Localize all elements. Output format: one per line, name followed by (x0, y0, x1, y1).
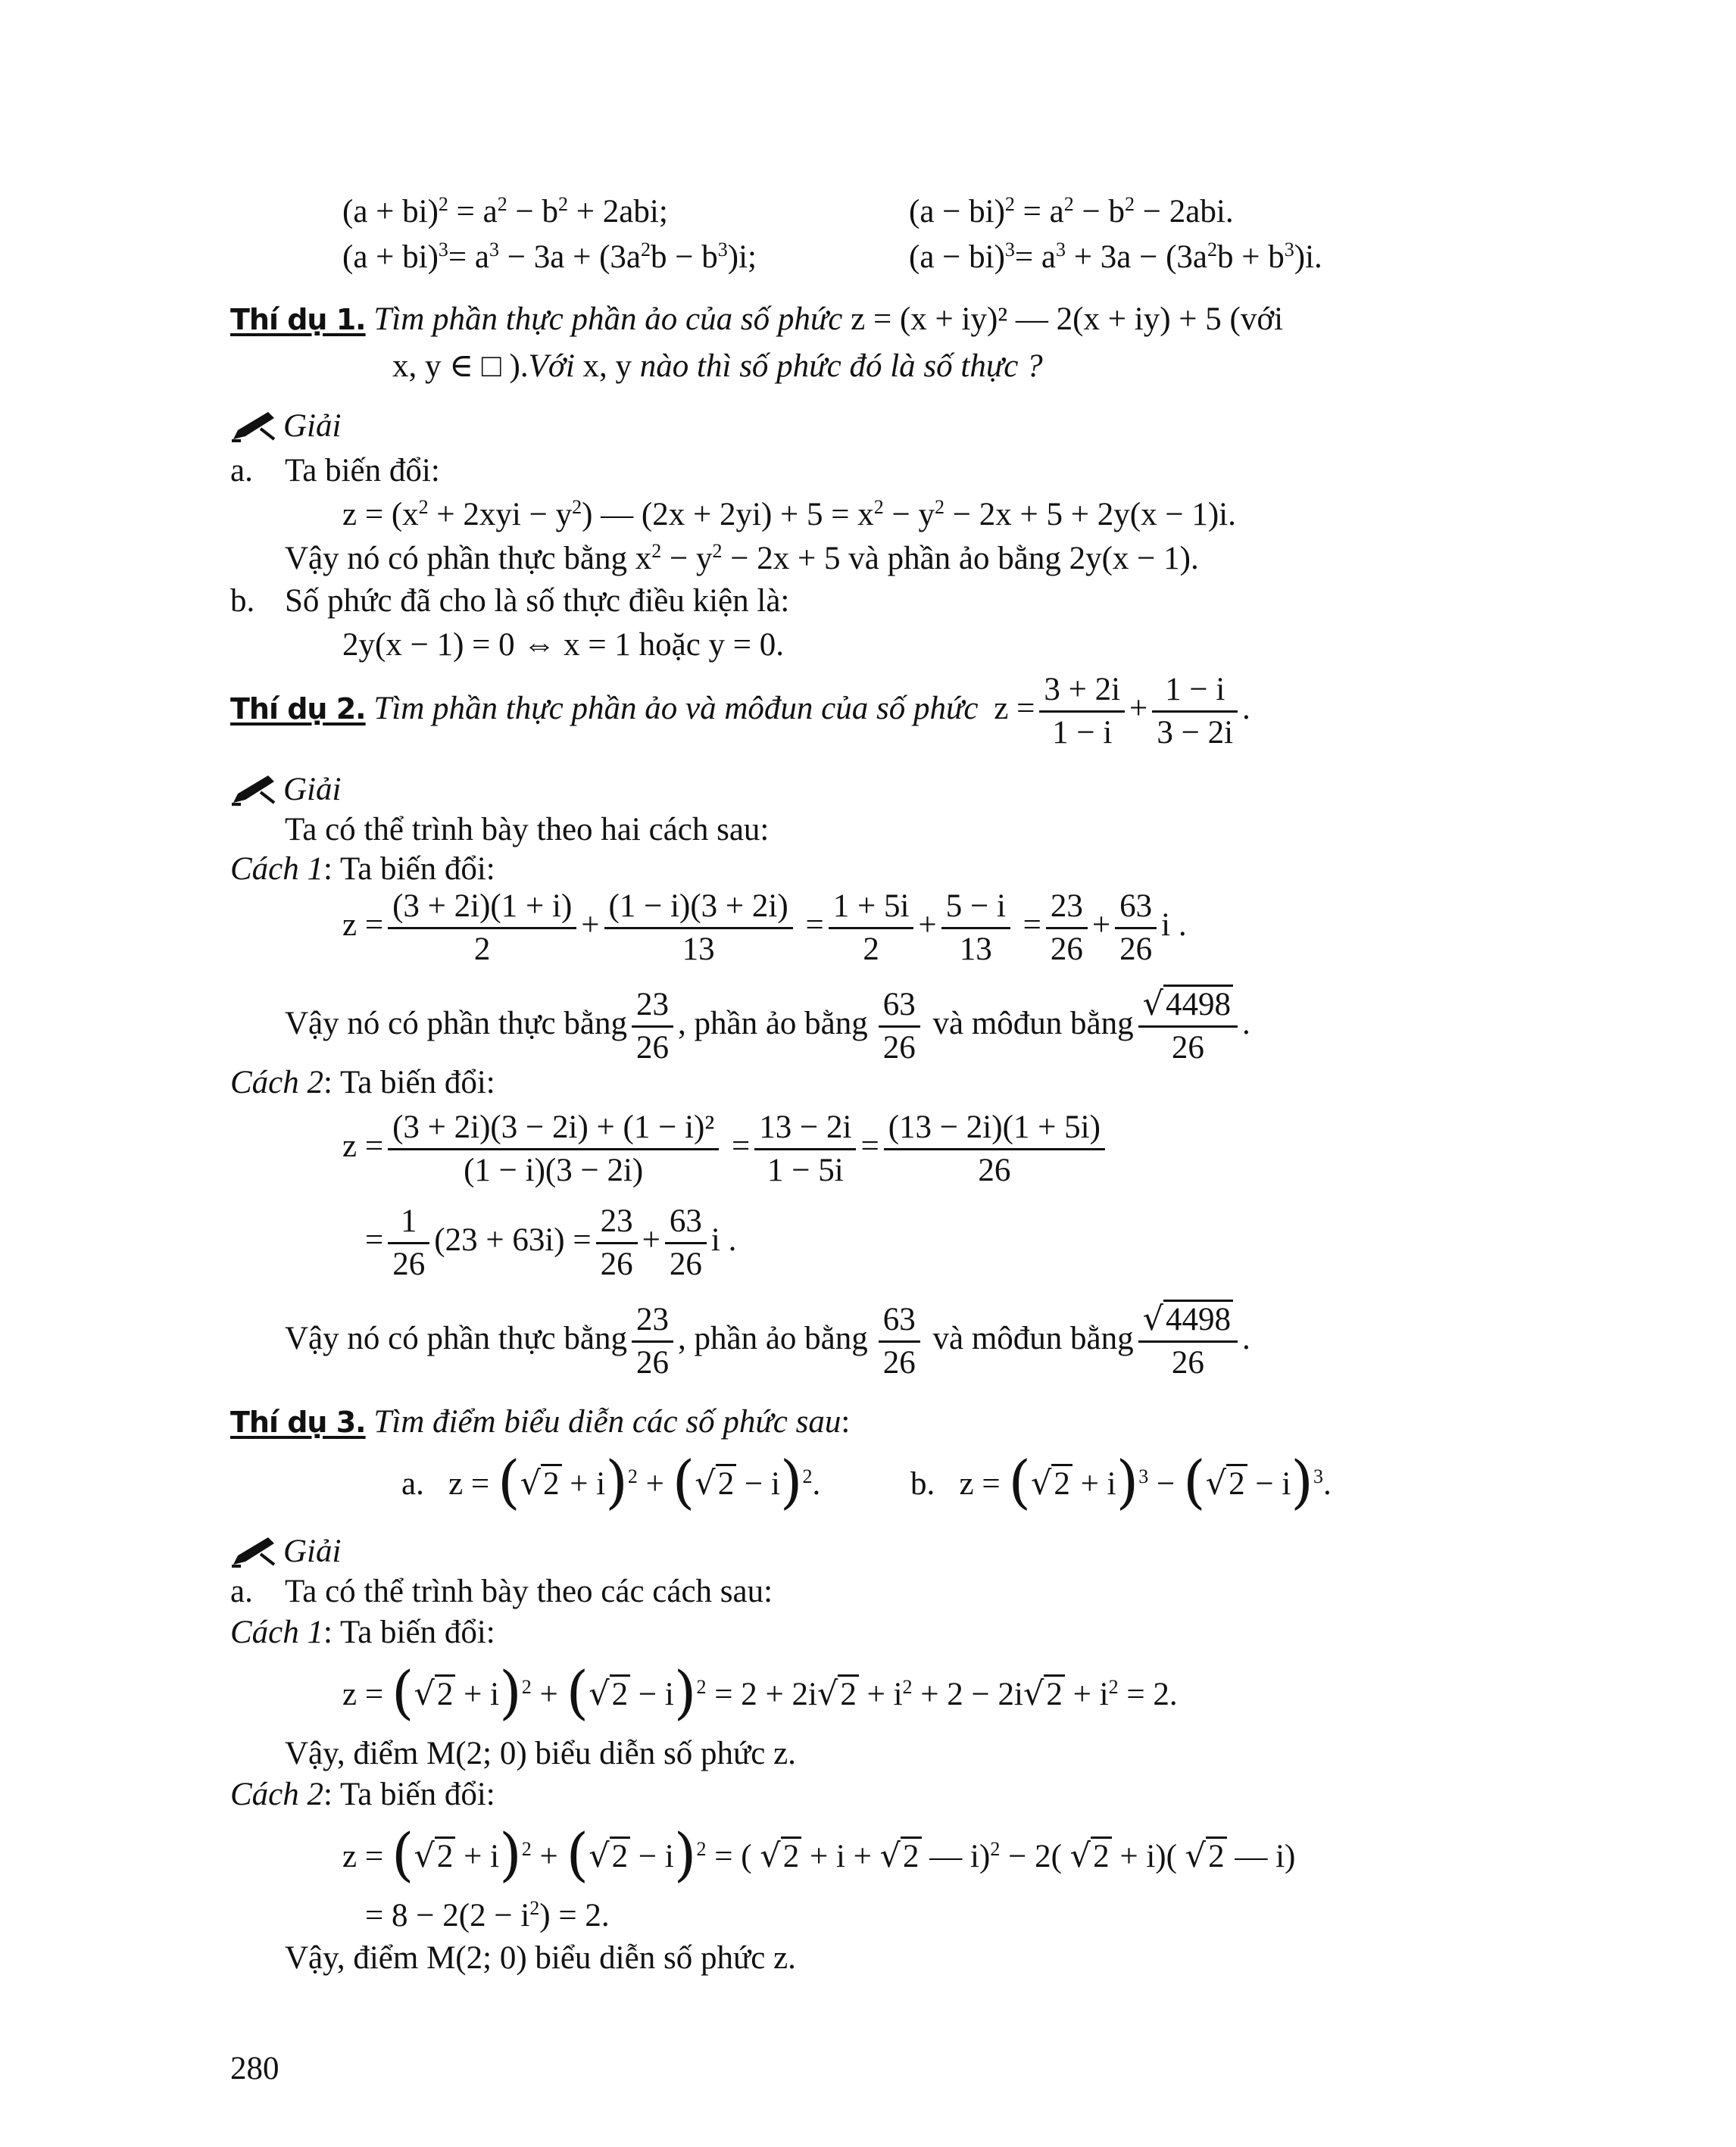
ex1-a-conclusion: Vậy nó có phần thực bằng $x^2 - y^2 - 2x + 5$ và phần ảo bằng 2y(x − 1). (285, 540, 1199, 576)
ex2-cach2-equation-line2: = $\frac{1}{26}$ (23 + 63i) = $\frac{23}{26}$ + $\frac{63}{26}$ i . (365, 1201, 736, 1285)
ex3-cach2-label: Cách 2: Ta biến đổi: (230, 1777, 495, 1812)
ex2-cach2-conclusion: Vậy nó có phần thực bằng $\frac{23}{26}$ , phần ảo bằng $\frac{63}{26}$ và môđun bằng $\frac{√4498}{26}$ . (285, 1300, 1250, 1381)
identity-cube-minus: $(a - bi)^3= a^3 + 3a - (3a^2b + b^3)i$. (909, 239, 1322, 275)
ex3-cach1-label: Cách 1: Ta biến đổi: (230, 1615, 495, 1650)
ex3-item-b: b. $z = (√2 + i)^3 - (√2 - i)^3$. (910, 1448, 1332, 1515)
ex3-cach2-equation-line2: = $8 - 2(2 - i^2) = 2$. (365, 1897, 610, 1933)
ex3-item-a: a. $z = (√2 + i)^2 + (√2 - i)^2$. (401, 1448, 821, 1515)
example-2-prompt: Thí dụ 2. Tìm phần thực phần ảo và môđun của số phức z = $\frac{3 + 2i}{1 - i}$ + $\frac{1 - i}{3 - 2i}$ . (230, 669, 1250, 754)
solution-label-2: Giải (230, 772, 341, 806)
example-1-prompt-line2: x, y ∈ □ ).Với x, y nào thì số phức đó là số thực ? (392, 348, 1043, 384)
ex1-part-b: b. (230, 583, 255, 619)
ex3-cach1-equation: $z = (√2 + i)^2 + (√2 - i)^2 = 2 + 2i√2 + i^2 + 2 - 2i√2 + i^2 = 2$. (342, 1659, 1178, 1726)
ex1-part-a: a. (230, 453, 253, 488)
ex2-cach1-equation: z = $\frac{(3 + 2i)(1 + i)}{2}$ + $\frac{(1 - i)(3 + 2i)}{13}$ = $\frac{1 + 5i}{2}$ + $\frac{5 - i}{13}$ = $\frac{23}{26}$ + $\frac{63}{26}$ i . (342, 886, 1187, 970)
example-3-prompt: Thí dụ 3. Tìm điểm biểu diễn các số phức sau: (230, 1404, 851, 1440)
ex2-cach1-conclusion: Vậy nó có phần thực bằng $\frac{23}{26}$ , phần ảo bằng $\frac{63}{26}$ và môđun bằng $\frac{√4498}{26}$ . (285, 985, 1250, 1066)
ex3-cach1-conclusion: Vậy, điểm M(2; 0) biểu diễn số phức z. (285, 1736, 796, 1771)
ex3-cach2-conclusion: Vậy, điểm M(2; 0) biểu diễn số phức z. (285, 1940, 796, 1976)
example-1-heading: Thí dụ 1. (230, 303, 366, 336)
pencil-icon (230, 772, 277, 806)
solution-label-3: Giải (230, 1534, 341, 1568)
ex2-intro: Ta có thể trình bày theo hai cách sau: (285, 812, 770, 847)
ex1-b-intro: Số phức đã cho là số thực điều kiện là: (285, 583, 790, 619)
page-number: 280 (230, 2051, 279, 2086)
ex1-a-equation: $z = (x^2 + 2xyi - y^2)$ — $(2x + 2yi) + 5 = x^2 - y^2 - 2x + 5 + 2y(x - 1)i$. (342, 496, 1236, 532)
example-3-heading: Thí dụ 3. (230, 1406, 366, 1439)
pencil-icon (230, 409, 277, 442)
ex3-part-a: a. (230, 1574, 253, 1609)
ex2-cach1-label: Cách 1: Ta biến đổi: (230, 851, 495, 887)
identity-square-plus: $(a + bi)^2 = a^2 - b^2 + 2abi$; (342, 193, 668, 229)
ex3-cach2-equation: $z = (√2 + i)^2 + (√2 - i)^2$ = ( √2 + i + √2 — i)$^2$ − 2( √2 + i)( √2 — i) (342, 1821, 1296, 1888)
example-2-heading: Thí dụ 2. (230, 692, 366, 726)
ex1-b-equation: 2y(x − 1) = 0 ⇔ x = 1 hoặc y = 0. (342, 627, 785, 663)
ex2-cach2-equation: z = $\frac{\text{(3 + 2i)(3 − 2i) + (1 − i)²}}{(1 - i)(3 - 2i)}$ = $\frac{13 - 2i}{1 - 5i}$ = $\frac{(13 - 2i)(1 + 5i)}{26}$ (342, 1107, 1110, 1191)
pencil-icon (230, 1534, 277, 1568)
identity-square-minus: $(a - bi)^2 = a^2 - b^2 - 2abi$. (909, 193, 1234, 229)
ex1-a-intro: Ta biến đổi: (285, 453, 440, 488)
example-1-prompt: Thí dụ 1. Tìm phần thực phần ảo của số phức z = (x + iy)² — 2(x + iy) + 5 (với (230, 301, 1284, 337)
ex3-a-intro: Ta có thể trình bày theo các cách sau: (285, 1574, 773, 1609)
ex2-cach2-label: Cách 2: Ta biến đổi: (230, 1065, 495, 1100)
solution-label-1: Giải (230, 409, 341, 442)
identity-cube-plus: $(a + bi)^3= a^3 - 3a + (3a^2b - b^3)i$; (342, 239, 757, 275)
